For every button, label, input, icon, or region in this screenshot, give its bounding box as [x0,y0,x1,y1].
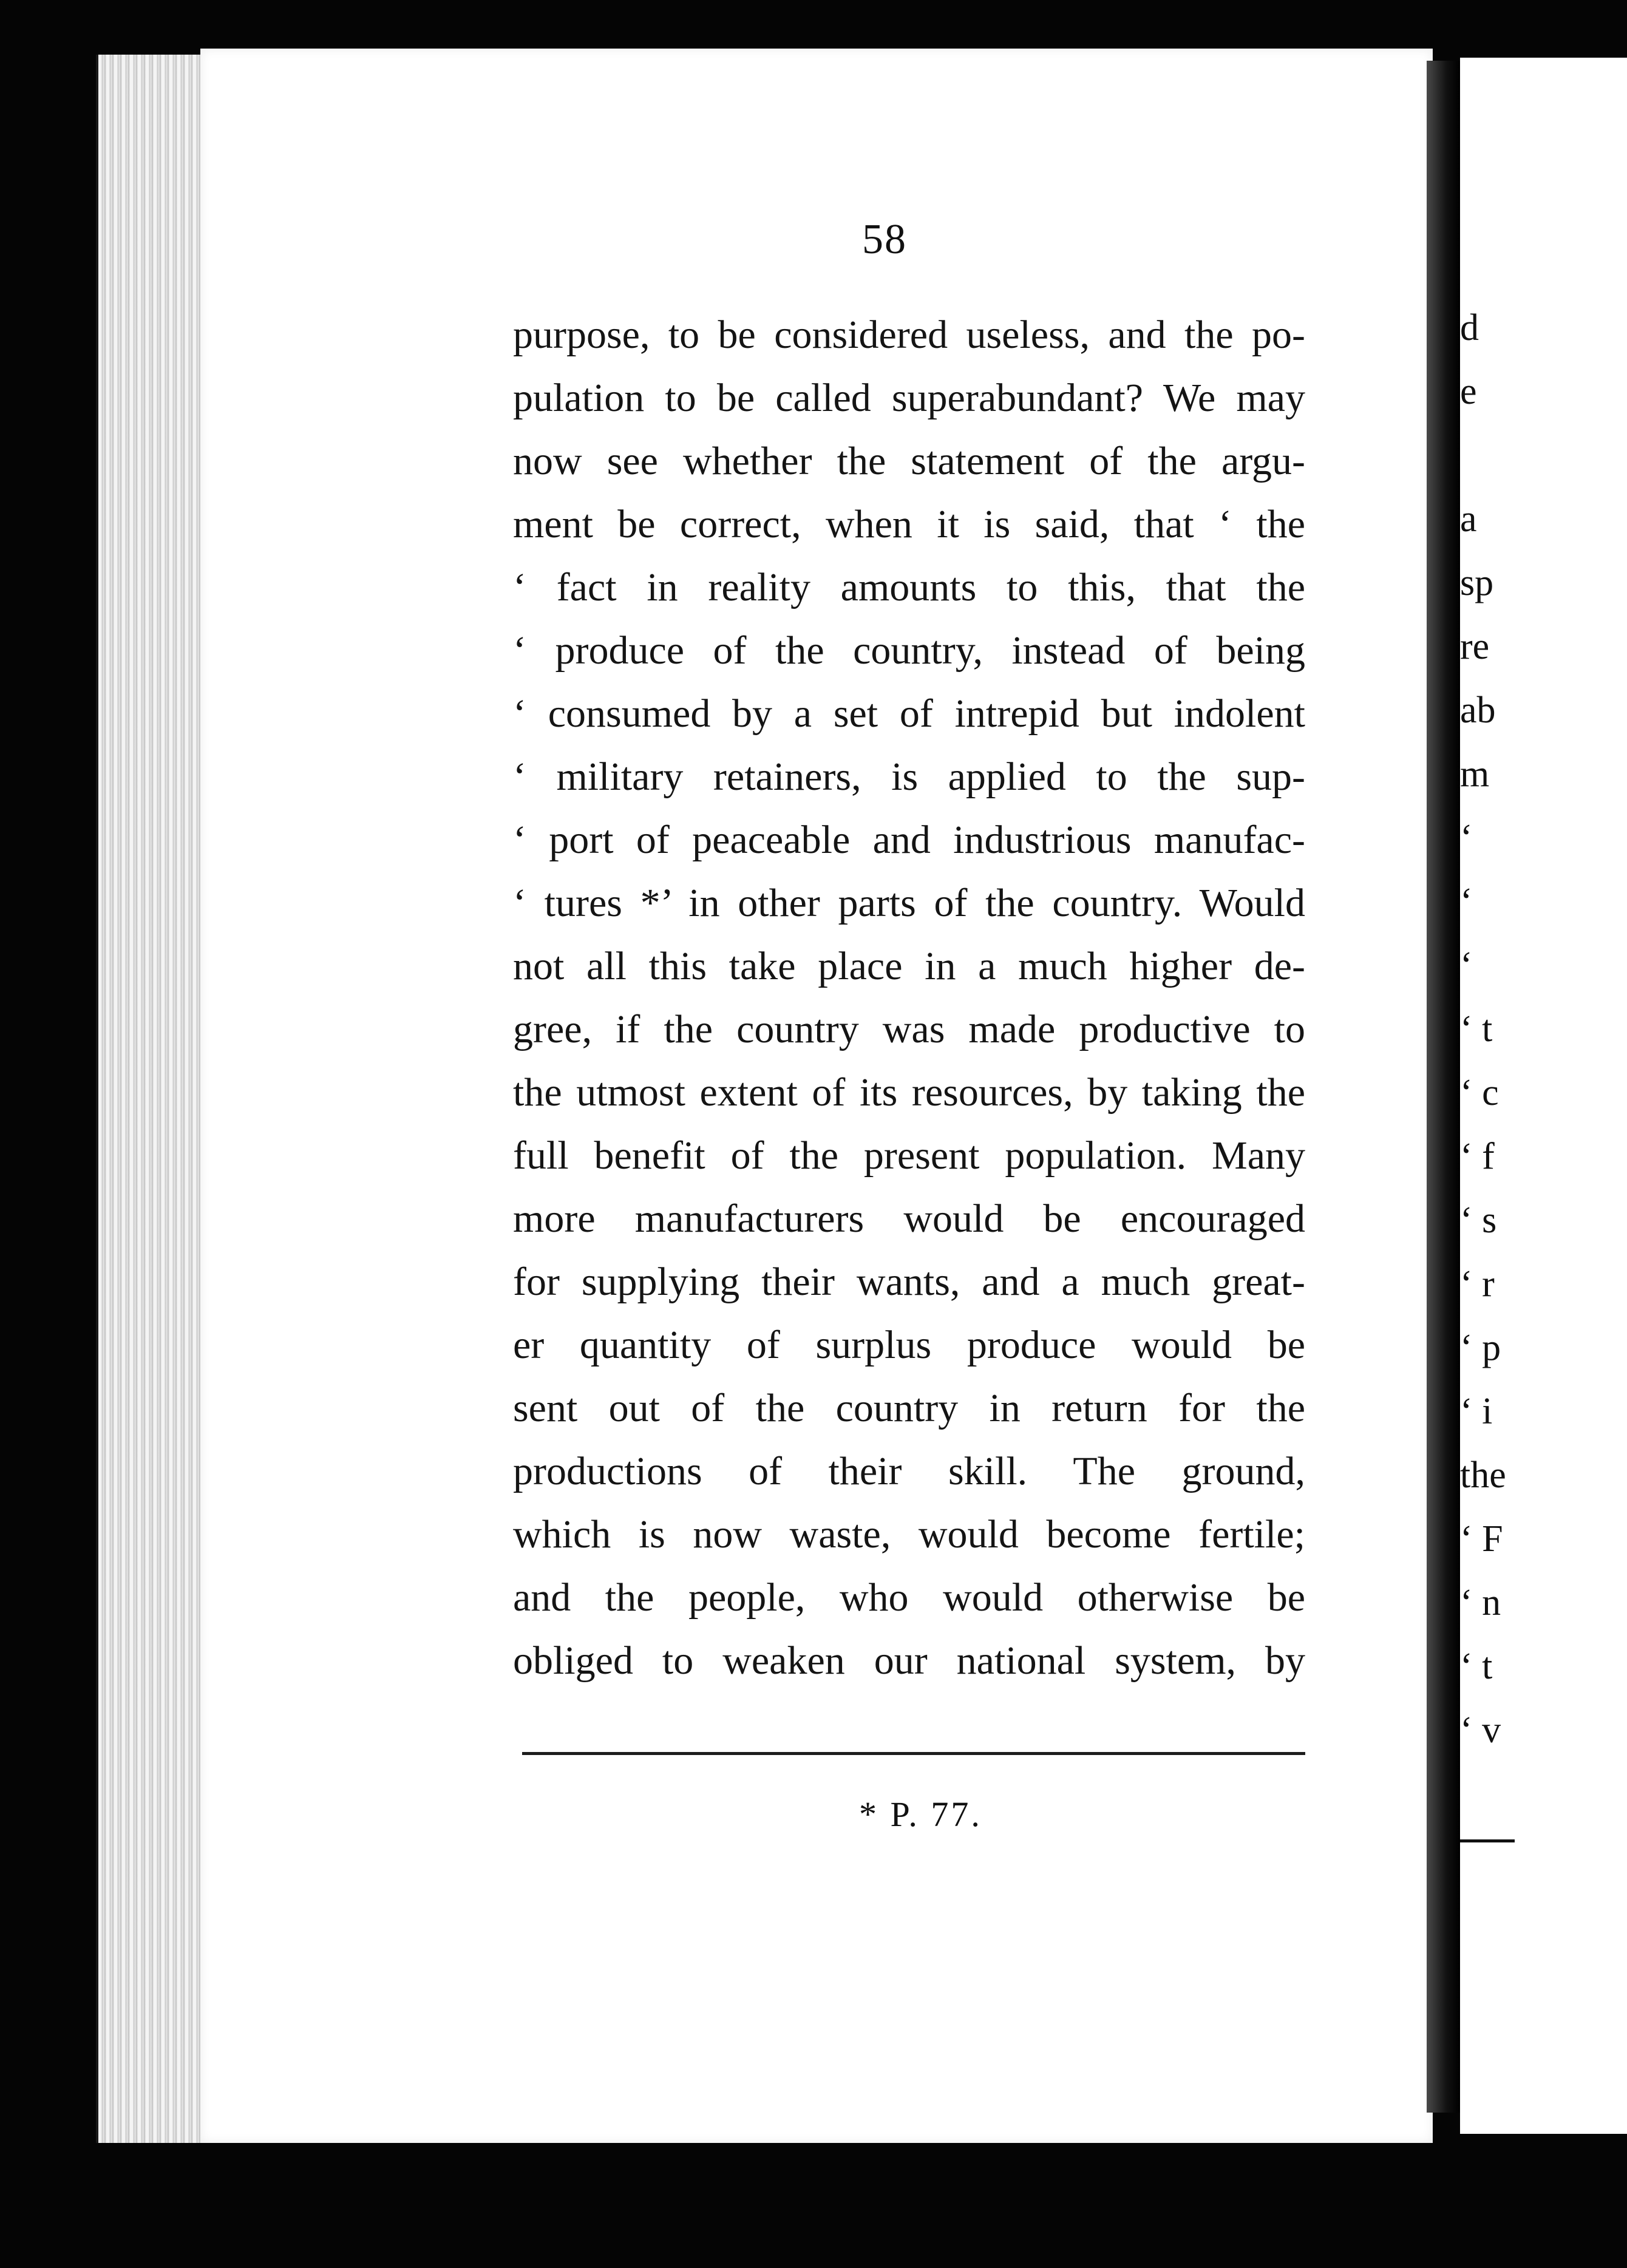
facing-page-fragment: ‘ t [1460,1646,1493,1687]
facing-page-fragment: ‘ [1460,945,1473,986]
text-line: obliged to weaken our national system, by [513,1638,1305,1683]
facing-page-fragment: e [1460,371,1477,412]
facing-footnote-divider [1460,1839,1515,1842]
facing-page-fragment: ‘ p [1460,1327,1501,1368]
facing-page-fragment: ‘ s [1460,1200,1497,1241]
facing-page-fragment: ‘ i [1460,1391,1493,1432]
text-line: ‘ fact in reality amounts to this, that the [513,565,1305,609]
facing-page-fragment: the [1460,1455,1506,1496]
facing-page-fragment: ‘ f [1460,1136,1495,1177]
footnote-divider [522,1752,1305,1755]
text-line: ‘ tures *’ in other parts of the country. Would [513,881,1305,925]
text-line: the utmost extent of its resources, by taking the [513,1070,1305,1115]
book-gutter [1427,61,1460,2113]
facing-page-fragment: a [1460,498,1477,540]
text-line: productions of their skill. The ground, [513,1449,1305,1493]
text-line: ment be correct, when it is said, that ‘ the [513,502,1305,546]
text-line: sent out of the country in return for the [513,1386,1305,1430]
text-line: for supplying their wants, and a much great- [513,1260,1305,1304]
facing-page-fragment: ‘ [1460,817,1473,858]
facing-page-fragment: ‘ c [1460,1072,1499,1113]
text-line: er quantity of surplus produce would be [513,1323,1305,1367]
facing-page [1460,58,1627,2134]
facing-page-fragment: ‘ [1460,881,1473,922]
facing-page-fragment: ab [1460,690,1496,731]
page-body-text [513,304,1305,1693]
text-line: not all this take place in a much higher de- [513,944,1305,988]
facing-page-fragment: d [1460,307,1479,348]
facing-page-fragment: ‘ t [1460,1008,1493,1050]
text-line: ‘ consumed by a set of intrepid but indolent [513,691,1305,736]
facing-page-fragment: ‘ r [1460,1263,1495,1305]
facing-page-fragment: ‘ v [1460,1709,1501,1751]
facing-page-fragment: ‘ F [1460,1518,1503,1560]
facing-page-fragment: re [1460,626,1490,667]
text-line: gree, if the country was made productive to [513,1007,1305,1051]
footnote: * P. 77. [859,1794,982,1834]
text-line: purpose, to be considered useless, and the po- [513,313,1305,357]
facing-page-fragment: ‘ n [1460,1582,1501,1623]
text-line: now see whether the statement of the argu- [513,439,1305,483]
facing-page-fragment: m [1460,753,1490,795]
text-line: full benefit of the present population. Many [513,1133,1305,1178]
text-line: ‘ produce of the country, instead of being [513,628,1305,673]
text-line: ‘ military retainers, is applied to the sup- [513,755,1305,799]
facing-page-fragment: sp [1460,562,1494,603]
book-page-edges [96,55,208,2143]
text-line: pulation to be called superabundant? We may [513,376,1305,420]
text-line: which is now waste, would become fertile; [513,1512,1305,1557]
page-number: 58 [862,216,907,263]
text-line: ‘ port of peaceable and industrious manufac- [513,818,1305,862]
text-line: and the people, who would otherwise be [513,1575,1305,1620]
text-line: more manufacturers would be encouraged [513,1197,1305,1241]
